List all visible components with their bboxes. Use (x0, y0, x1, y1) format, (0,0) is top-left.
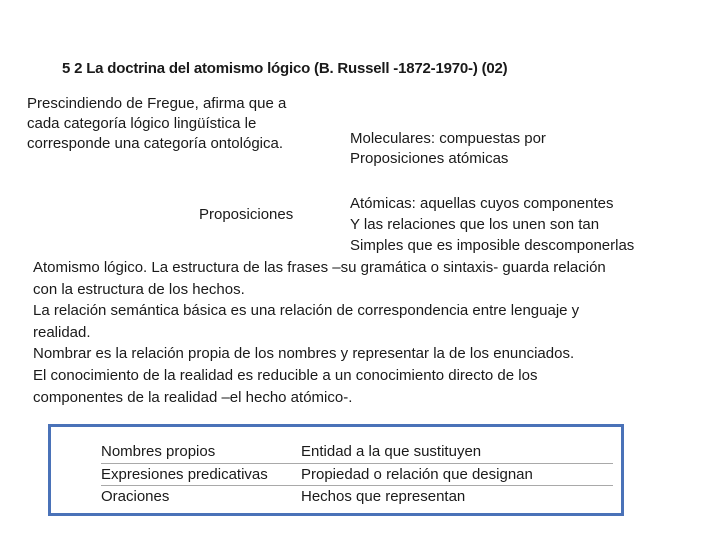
table-cell-category: Nombres propios (101, 443, 216, 460)
table-row (101, 463, 613, 485)
body-paragraph (33, 257, 606, 408)
proposiciones-label: Proposiciones (199, 206, 294, 223)
table-cell-category: Expresiones predicativas (101, 466, 268, 483)
moleculares-line: Proposiciones atómicas (350, 150, 509, 167)
atomicas-line: Y las relaciones que los unen son tan (350, 216, 600, 233)
atomicas-line: Atómicas: aquellas cuyos componentes (350, 195, 614, 212)
body-line: componentes de la realidad –el hecho atómico-. (33, 388, 353, 406)
correspondence-table (48, 424, 624, 516)
body-line: con la estructura de los hechos. (33, 280, 245, 298)
intro-line: cada categoría lógico lingüística le (27, 115, 257, 132)
slide-title: 5 2 La doctrina del atomismo lógico (B. Russell -1872-1970-) (02) (62, 60, 508, 77)
table-row (101, 485, 613, 507)
moleculares-line: Moleculares: compuestas por (350, 130, 546, 147)
table-row (101, 441, 613, 462)
body-line: El conocimiento de la realidad es reducible a un conocimiento directo de los (33, 366, 538, 384)
table-cell-ontology: Entidad a la que sustituyen (301, 443, 482, 460)
table-cell-ontology: Hechos que representan (301, 488, 466, 505)
body-line: La relación semántica básica es una relación de correspondencia entre lenguaje y (33, 302, 580, 320)
moleculares-definition (350, 129, 546, 169)
body-line: Nombrar es la relación propia de los nombres y representar la de los enunciados. (33, 345, 575, 363)
table-cell-ontology: Propiedad o relación que designan (301, 466, 533, 483)
atomicas-line: Simples que es imposible descomponerlas (350, 237, 635, 254)
intro-line: Prescindiendo de Fregue, afirma que a (27, 95, 287, 112)
intro-line: corresponde una categoría ontológica. (27, 135, 284, 152)
atomicas-definition (350, 193, 634, 256)
table-cell-category: Oraciones (101, 488, 170, 505)
intro-paragraph (27, 94, 327, 154)
body-line: Atomismo lógico. La estructura de las frases –su gramática o sintaxis- guarda relación (33, 259, 606, 276)
body-line: realidad. (33, 323, 91, 341)
